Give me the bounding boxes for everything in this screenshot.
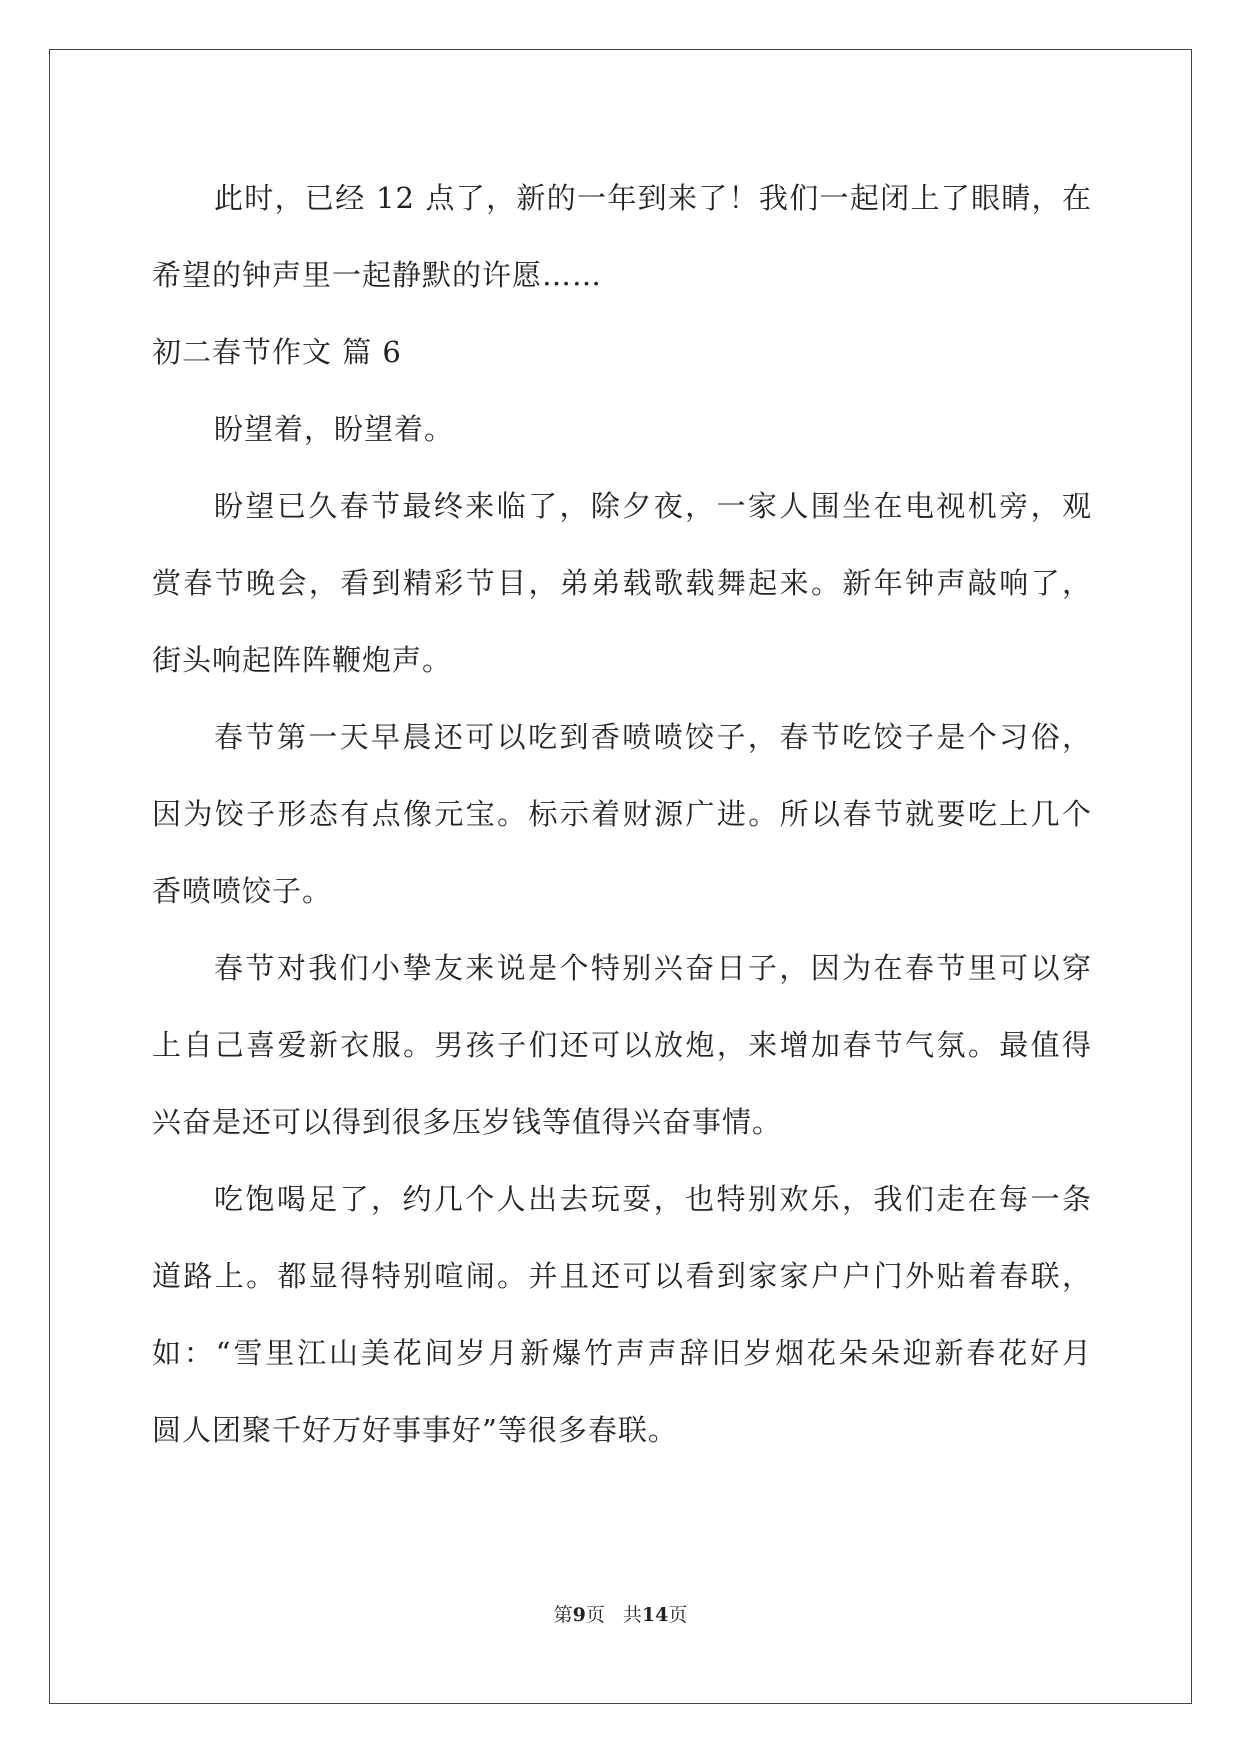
section-heading: 初二春节作文 篇 6: [152, 335, 402, 369]
paragraph-line: 此时，已经 12 点了，新的一年到来了！我们一起闭上了眼睛，在: [214, 181, 1092, 215]
page-prefix: 第: [553, 1604, 573, 1626]
paragraph-line: 兴奋是还可以得到很多压岁钱等值得兴奋事情。: [152, 1105, 783, 1139]
paragraph-line: 希望的钟声里一起静默的许愿……: [152, 258, 603, 292]
total-pages: 14: [641, 1604, 669, 1626]
paragraph-line: 盼望已久春节最终来临了，除夕夜，一家人围坐在电视机旁，观: [214, 489, 1092, 523]
document-body: [152, 160, 1092, 1469]
total-prefix: 共: [622, 1604, 642, 1626]
paragraph-line: 春节对我们小挚友来说是个特别兴奋日子，因为在春节里可以穿: [214, 951, 1092, 985]
page-number: 9: [572, 1604, 586, 1626]
paragraph-line: 吃饱喝足了，约几个人出去玩耍，也特别欢乐，我们走在每一条: [214, 1182, 1092, 1216]
paragraph-line: 如：“雪里江山美花间岁月新爆竹声声辞旧岁烟花朵朵迎新春花好月: [152, 1336, 1092, 1370]
paragraph-line: 因为饺子形态有点像元宝。标示着财源广进。所以春节就要吃上几个: [152, 797, 1092, 831]
paragraph-line: 道路上。都显得特别喧闹。并且还可以看到家家户户门外贴着春联，: [152, 1259, 1092, 1293]
paragraph-line: 盼望着，盼望着。: [214, 412, 455, 446]
paragraph-line: 春节第一天早晨还可以吃到香喷喷饺子，春节吃饺子是个习俗，: [214, 720, 1092, 754]
paragraph-line: 街头响起阵阵鞭炮声。: [152, 643, 453, 677]
page-footer: [0, 1600, 1241, 1627]
paragraph-line: 圆人团聚千好万好事事好”等很多春联。: [152, 1413, 678, 1447]
page-suffix: 页: [585, 1604, 605, 1626]
paragraph-line: 香喷喷饺子。: [152, 874, 333, 908]
paragraph-line: 上自己喜爱新衣服。男孩子们还可以放炮，来增加春节气氛。最值得: [152, 1028, 1092, 1062]
paragraph-line: 赏春节晚会，看到精彩节目，弟弟载歌载舞起来。新年钟声敲响了，: [152, 566, 1092, 600]
total-suffix: 页: [668, 1604, 688, 1626]
